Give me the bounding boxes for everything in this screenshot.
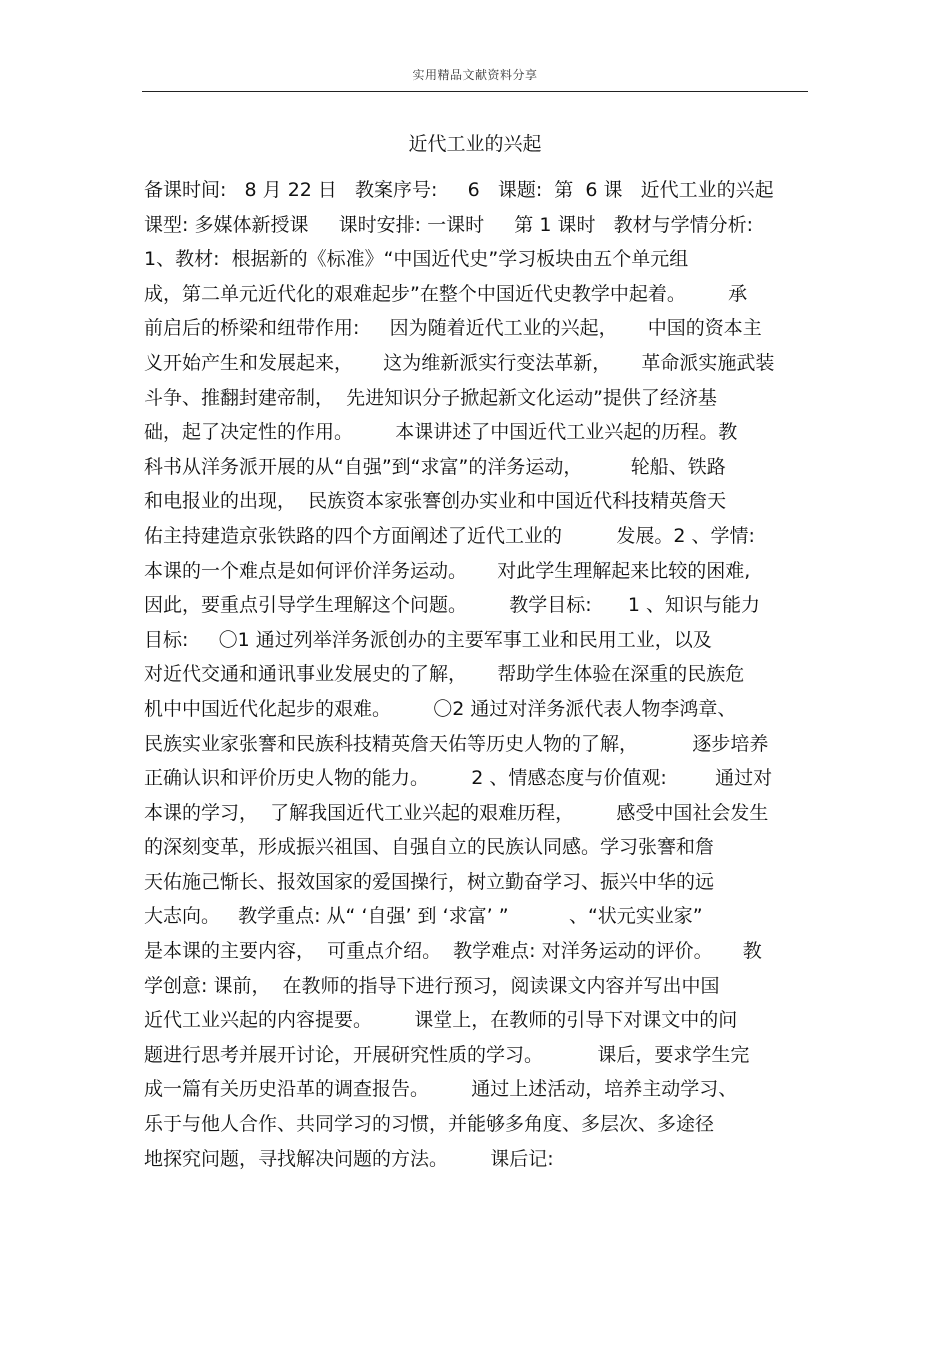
body-line: 和电报业的出现， 民族资本家张謇创办实业和中国近代科技精英詹天 <box>144 490 727 513</box>
body-line: 前启后的桥梁和纽带作用: 因为随着近代工业的兴起， 中国的资本主 <box>144 317 762 340</box>
body-line: 础，起了决定性的作用。 本课讲述了中国近代工业兴起的历程。教 <box>144 421 738 444</box>
body-line: 科书从洋务派开展的从“自强”到“求富”的洋务运动， 轮船、铁路 <box>144 455 726 478</box>
body-line: 乐于与他人合作、共同学习的习惯，并能够多角度、多层次、多途径 <box>144 1113 715 1136</box>
body-line: 1、教材: 根据新的《标准》“中国近代史”学习板块由五个单元组 <box>144 248 689 271</box>
body-line: 成，第二单元近代化的艰难起步”在整个中国近代史教学中起着。 承 <box>144 282 748 305</box>
body-line: 备课时间: 8 月 22 日 教案序号: 6 课题: 第 6 课 近代工业的兴起 <box>144 179 774 201</box>
body-line: 本课的学习， 了解我国近代工业兴起的艰难历程， 感受中国社会发生 <box>144 801 769 824</box>
body-line: 大志向。 教学重点: 从“ ‘自强’ 到 ‘求富’ ” 、“状元实业家” <box>144 905 703 928</box>
body-line: 近代工业兴起的内容提要。 课堂上，在教师的引导下对课文中的问 <box>144 1009 738 1032</box>
body-line: 正确认识和评价历史人物的能力。 2 、情感态度与价值观: 通过对 <box>144 767 773 790</box>
body-line: 学创意: 课前， 在教师的指导下进行预习，阅读课文内容并写出中国 <box>144 974 720 997</box>
body-line: 佑主持建造京张铁路的四个方面阐述了近代工业的 发展。2 、学情: <box>144 524 755 547</box>
body-line: 因此，要重点引导学生理解这个问题。 教学目标: 1 、知识与能力 <box>144 594 761 617</box>
body-line: 机中中国近代化起步的艰难。 〇2 通过对洋务派代表人物李鸿章、 <box>144 697 737 720</box>
body-line: 课型: 多媒体新授课 课时安排: 一课时 第 1 课时 教材与学情分析: <box>144 213 753 236</box>
body-line: 斗争、推翻封建帝制， 先进知识分子掀起新文化运动”提供了经济基 <box>144 386 717 409</box>
body-line: 地探究问题，寻找解决问题的方法。 课后记: <box>144 1147 554 1170</box>
header-divider <box>142 91 808 92</box>
body-line: 题进行思考并展开讨论，开展研究性质的学习。 课后，要求学生完 <box>144 1043 750 1066</box>
body-line: 本课的一个难点是如何评价洋务运动。 对此学生理解起来比较的困难, <box>144 559 751 582</box>
document-title: 近代工业的兴起 <box>408 133 542 155</box>
document-body <box>144 173 814 1176</box>
body-line: 义开始产生和发展起来， 这为维新派实行变法革新， 革命派实施武装 <box>144 351 775 374</box>
body-line: 对近代交通和通讯事业发展史的了解， 帮助学生体验在深重的民族危 <box>144 663 745 686</box>
body-line: 是本课的主要内容， 可重点介绍。 教学难点: 对洋务运动的评价。 教 <box>144 940 762 963</box>
body-line: 目标: 〇1 通过列举洋务派创办的主要军事工业和民用工业，以及 <box>144 628 712 651</box>
body-line: 天佑施己惭长、报效国家的爱国操行，树立勤奋学习、振兴中华的远 <box>144 870 715 893</box>
body-line: 的深刻变革，形成振兴祖国、自强自立的民族认同感。学习张謇和詹 <box>144 836 715 859</box>
body-line: 成一篇有关历史沿革的调查报告。 通过上述活动，培养主动学习、 <box>144 1078 738 1101</box>
page-header: 实用精品文献资料分享 <box>412 68 538 82</box>
body-line: 民族实业家张謇和民族科技精英詹天佑等历史人物的了解， 逐步培养 <box>144 732 769 755</box>
